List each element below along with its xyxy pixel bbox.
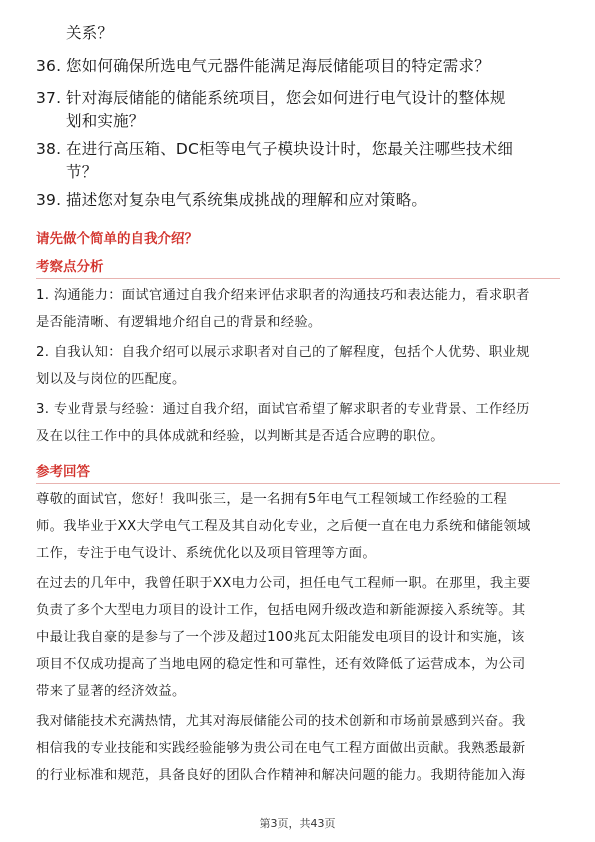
question-text-line: 节？	[66, 163, 98, 181]
answer-p1-line-2: 师。我毕业于XX大学电气工程及其自动化专业，之后便一直在电力系统和储能领域	[36, 519, 531, 534]
question-text-line: 在进行高压箱、DC柜等电气子模块设计时，您最关注哪些技术细	[66, 140, 514, 158]
question-number: 36.	[36, 57, 62, 75]
answer-p3-line-2: 相信我的专业技能和实践经验能够为贵公司在电气工程方面做出贡献。我熟悉最新	[36, 741, 526, 756]
answer-p2-line-1: 在过去的几年中，我曾任职于XX电力公司，担任电气工程师一职。在那里，我主要	[36, 576, 531, 591]
analysis-item-3-line-1: 3. 专业背景与经验：通过自我介绍，面试官希望了解求职者的专业背景、工作经历	[36, 402, 530, 417]
answer-p3-line-3: 的行业标准和规范，具备良好的团队合作精神和解决问题的能力。我期待能加入海	[36, 768, 526, 783]
analysis-item-3-line-2: 及在以往工作中的具体成就和经验，以判断其是否适合应聘的职位。	[36, 429, 444, 444]
question-number: 38.	[36, 140, 62, 158]
analysis-item-2-line-1: 2. 自我认知：自我介绍可以展示求职者对自己的了解程度，包括个人优势、职业规	[36, 345, 530, 360]
page-footer: 第3页，共43页	[259, 817, 336, 830]
question-number: 39.	[36, 191, 62, 209]
answer-p2-line-2: 负责了多个大型电力项目的设计工作，包括电网升级改造和新能源接入系统等。其	[36, 603, 526, 618]
question-text-line: 针对海辰储能的储能系统项目，您会如何进行电气设计的整体规	[66, 89, 506, 107]
question-text-line: 您如何确保所选电气元器件能满足海辰储能项目的特定需求？	[66, 57, 490, 75]
section-divider	[36, 483, 560, 484]
answer-p1-line-1: 尊敬的面试官，您好！我叫张三，是一名拥有5年电气工程领域工作经验的工程	[36, 492, 508, 507]
question-text-line: 划和实施？	[66, 112, 145, 130]
answer-p2-line-3: 中最让我自豪的是参与了一个涉及超过100兆瓦太阳能发电项目的设计和实施，该	[36, 630, 525, 645]
question-number: 37.	[36, 89, 62, 107]
answer-p2-line-5: 带来了显著的经济效益。	[36, 684, 186, 699]
analysis-item-1-line-1: 1. 沟通能力：面试官通过自我介绍来评估求职者的沟通技巧和表达能力，看求职者	[36, 288, 530, 303]
answer-p2-line-4: 项目不仅成功提高了当地电网的稳定性和可靠性，还有效降低了运营成本，为公司	[36, 657, 526, 672]
analysis-item-2-line-2: 划以及与岗位的匹配度。	[36, 372, 186, 387]
analysis-item-1-line-2: 是否能清晰、有逻辑地介绍自己的背景和经验。	[36, 315, 322, 330]
analysis-heading: 考察点分析	[36, 259, 104, 275]
answer-heading: 参考回答	[36, 464, 90, 480]
question-text-line: 关系？	[66, 24, 114, 42]
intro-question-heading: 请先做个简单的自我介绍？	[36, 231, 198, 247]
answer-p3-line-1: 我对储能技术充满热情，尤其对海辰储能公司的技术创新和市场前景感到兴奋。我	[36, 714, 526, 729]
question-text-line: 描述您对复杂电气系统集成挑战的理解和应对策略。	[66, 191, 428, 209]
section-divider	[36, 278, 560, 279]
answer-p1-line-3: 工作，专注于电气设计、系统优化以及项目管理等方面。	[36, 546, 376, 561]
